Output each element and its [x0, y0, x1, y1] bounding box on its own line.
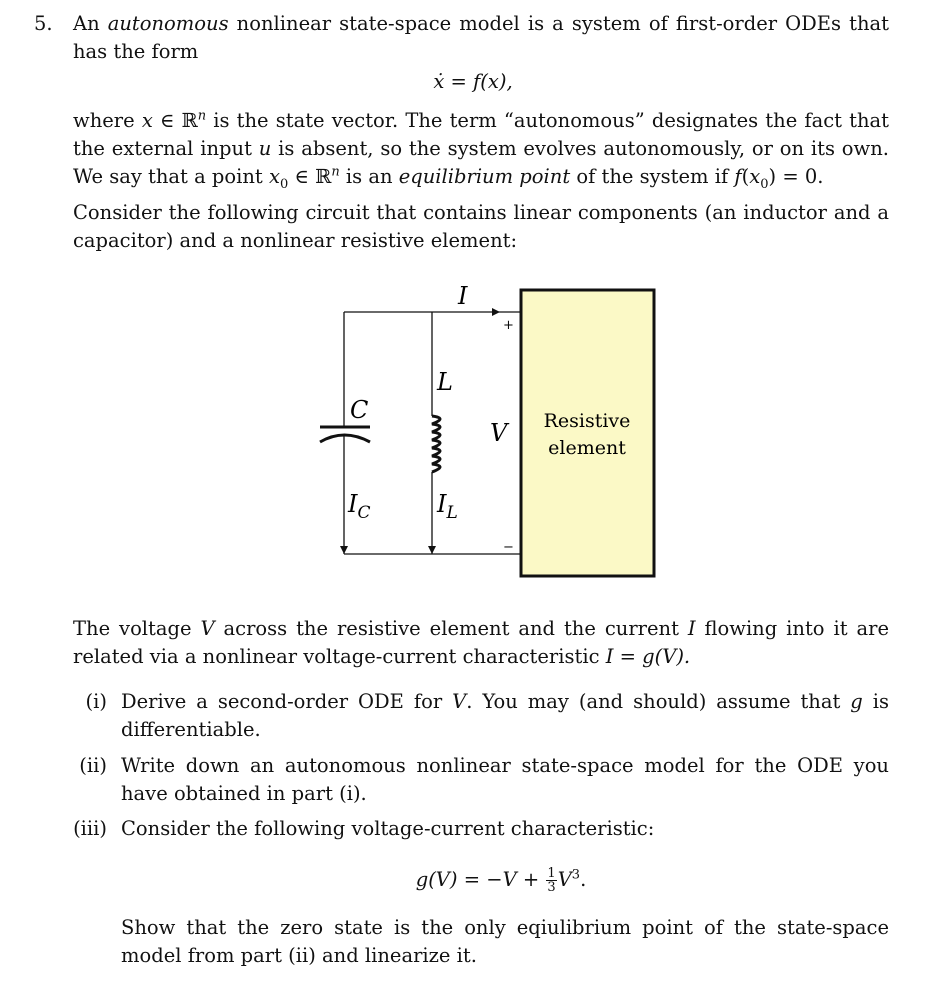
problem-number: 5. — [34, 12, 53, 35]
definition-paragraph — [73, 107, 889, 191]
current-arrow-icon — [492, 308, 500, 316]
p4-c: flowing into it are related via a nonlinear voltage-current characteristic — [73, 617, 889, 668]
p2-in2: ∈ ℝ — [288, 165, 332, 188]
item-text-ii: Write down an autonomous nonlinear state-space model for the ODE you have obtained in part (i). — [121, 754, 889, 805]
intro-text-a: An — [73, 12, 108, 35]
inductor-coil-icon — [432, 416, 440, 472]
p2-a: where — [73, 109, 142, 132]
p2-f: f — [734, 165, 742, 188]
eq2-frac-den: 3 — [547, 880, 556, 895]
equation-state-space: ẋ = f(x), — [433, 70, 513, 93]
item-text-i — [121, 688, 889, 744]
p4-d: I = g(V). — [605, 645, 691, 668]
item-i-g: g — [850, 690, 863, 713]
eq2-lhs: g(V) = −V + — [415, 868, 546, 891]
p4-a: The voltage — [73, 617, 201, 640]
ic-arrow-icon — [340, 546, 348, 554]
item-label-ii: (ii) — [79, 754, 107, 777]
resistive-label-line1: Resistive — [543, 410, 631, 432]
p2-x: x — [141, 109, 153, 132]
resistive-label-line2: element — [548, 437, 626, 459]
resistive-element-box — [521, 290, 654, 576]
label-plus: + — [503, 318, 514, 333]
circuit-intro-paragraph: Consider the following circuit that contains linear components (an inductor and a capacitor) and a nonlinear resistive element: — [73, 201, 889, 252]
item-i-c: is differentiable. — [121, 690, 889, 741]
p2-x0: x — [268, 165, 280, 188]
item-i-v: V — [452, 690, 467, 713]
p2-x0-sub: 0 — [279, 176, 289, 192]
intro-paragraph — [73, 10, 889, 66]
eq2-rhs: V — [557, 868, 572, 891]
label-capacitor-c: C — [350, 396, 369, 424]
item-label-iii: (iii) — [73, 817, 107, 840]
label-minus: − — [503, 540, 514, 555]
p2-i: ) = 0. — [768, 165, 824, 188]
il-arrow-icon — [428, 546, 436, 554]
p4-b: across the resistive element and the current — [214, 617, 688, 640]
capacitor-plate-bottom — [320, 435, 370, 442]
eq2-exp: 3 — [571, 867, 581, 883]
p2-h-sub: 0 — [760, 176, 769, 192]
item-text-iii: Consider the following voltage-current characteristic: — [121, 817, 655, 840]
equation-characteristic — [28, 866, 946, 894]
p2-h: x — [749, 165, 761, 188]
label-voltage-v: V — [490, 419, 508, 447]
p4-v: V — [200, 617, 215, 640]
item-label-i: (i) — [85, 690, 107, 713]
p2-d: is an — [339, 165, 399, 188]
label-inductor-l: L — [437, 368, 453, 396]
item-i-a: Derive a second-order ODE for — [121, 690, 453, 713]
p4-i: I — [687, 617, 696, 640]
eq2-frac-num: 1 — [547, 866, 556, 881]
p2-in: ∈ ℝ — [152, 109, 198, 132]
eq2-end: . — [580, 868, 587, 891]
label-current-i: I — [458, 282, 468, 310]
p2-n2: n — [331, 164, 340, 180]
circuit-diagram — [300, 276, 680, 586]
intro-text-b: nonlinear state-space model is a system of first-order ODEs that has the form — [73, 12, 889, 63]
final-instruction: Show that the zero state is the only eqiulibrium point of the state-space model from part (ii) and linearize it. — [121, 916, 889, 967]
item-i-b: . You may (and should) assume that — [466, 690, 851, 713]
p2-n: n — [197, 108, 207, 124]
p2-u: u — [258, 137, 272, 160]
p2-b: is the state vector. The term “autonomous” designates the fact that the external input — [73, 109, 889, 160]
p2-e: of the system if — [570, 165, 735, 188]
eq2-fraction — [546, 867, 556, 894]
p2-c: is absent, so the system evolves autonomously, or on its own. We say that a point — [73, 137, 889, 188]
p2-emphasis: equilibrium point — [398, 165, 571, 188]
label-ic: $I_C$ — [348, 490, 371, 523]
p2-g: ( — [741, 165, 750, 188]
intro-emphasis: autonomous — [107, 12, 229, 35]
label-il: $I_L$ — [437, 490, 458, 523]
characteristic-paragraph — [73, 615, 889, 671]
